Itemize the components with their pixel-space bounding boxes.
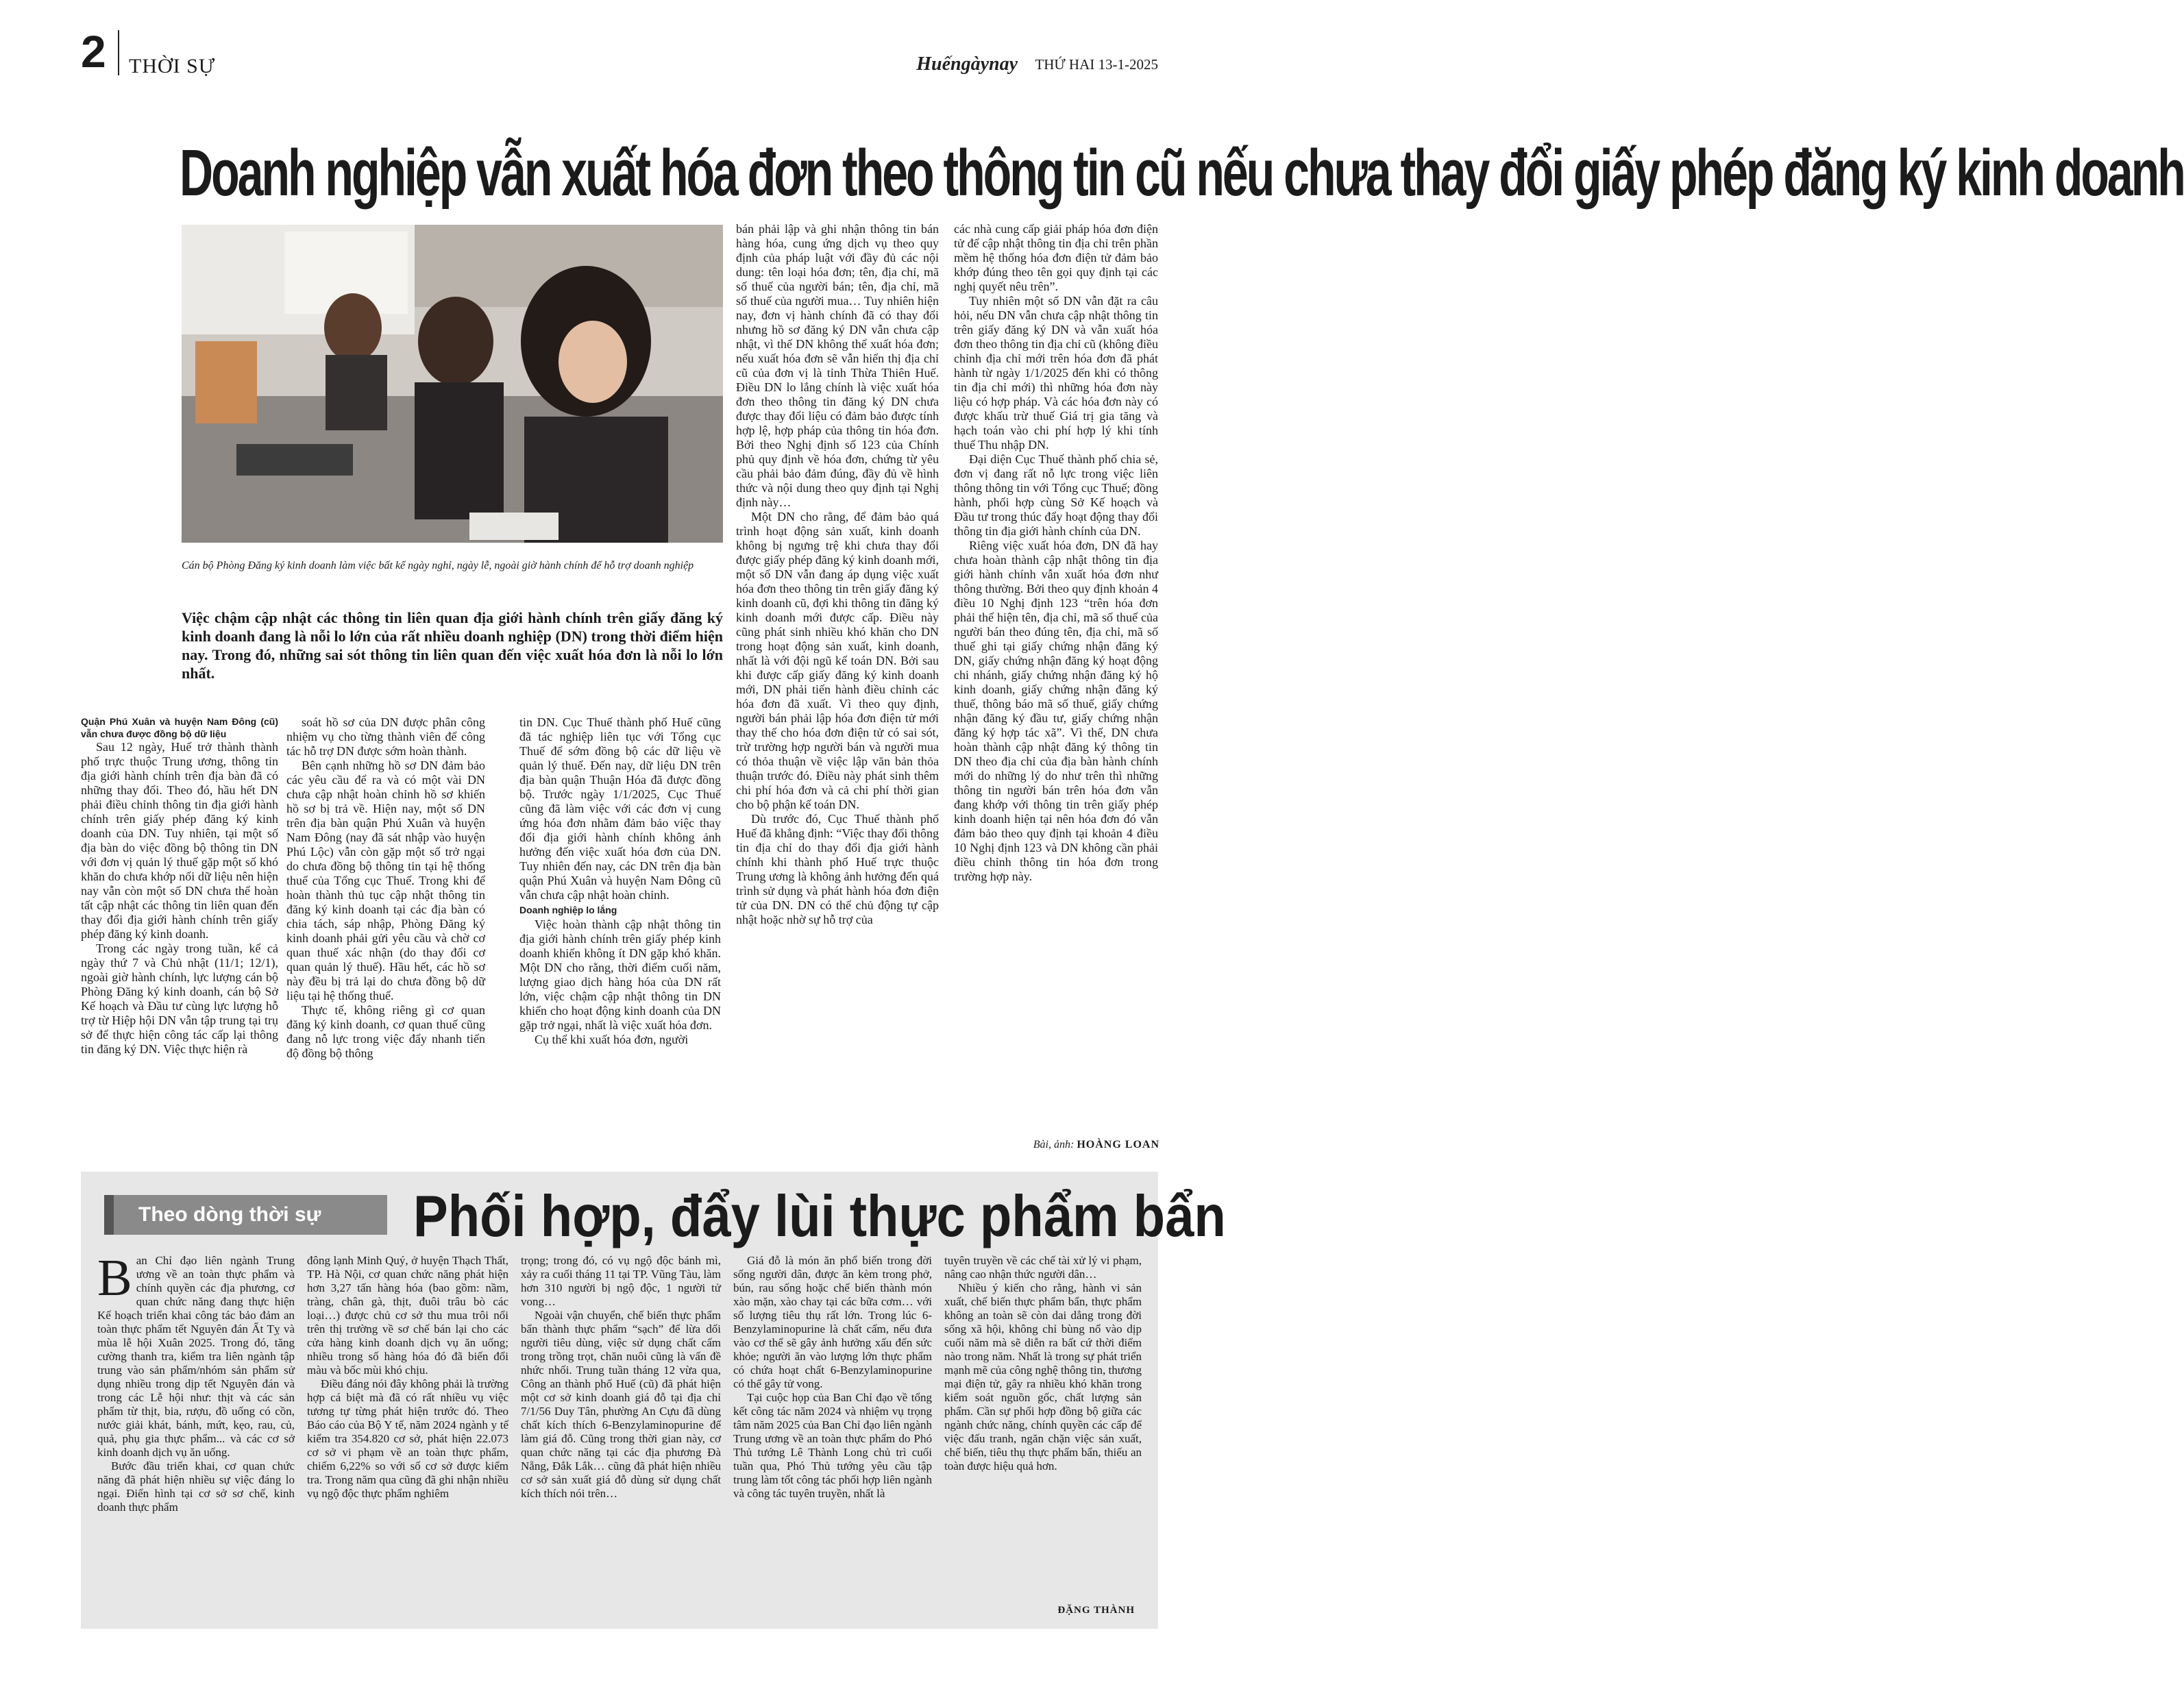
page-number: 2 bbox=[81, 26, 106, 77]
paragraph: Việc hoàn thành cập nhật thông tin địa giới hành chính trên giấy phép kinh doanh khiến không ít DN gặp khó khăn. Một DN cho rằng, thời điểm cuối năm, lượng giao dịch hàng hóa của DN rất lớn, việc chậm cập nhật thông tin DN khiến cho hoạt động kinh doanh của DN gặp trở ngại, nhất là việc xuất hóa đơn. bbox=[519, 917, 721, 1032]
article-column-4 bbox=[736, 222, 939, 1133]
paragraph: bán phải lập và ghi nhận thông tin bán hàng hóa, cung ứng dịch vụ theo quy định của pháp luật với đầy đủ các nội dung: tên loại hóa đơn; tên, địa chỉ, mã số thuế của người bán; tên, địa chỉ, mã số thuế của người mua… Tuy nhiên hiện nay, đơn vị hành chính đã có thay đổi nhưng hồ sơ đăng ký DN vẫn chưa cập nhật, vì thế DN không thể xuất hóa đơn; nếu xuất hóa đơn sẽ vẫn hiển thị địa chỉ cũ của đơn vị là tỉnh Thừa Thiên Huế. Điều DN lo lắng chính là việc xuất hóa đơn theo thông tin đăng ký DN chưa được thay đổi liệu có đảm bảo được tính hợp lệ, hợp pháp của thông tin hóa đơn. Bởi theo Nghị định số 123 của Chính phủ quy định về hóa đơn, chứng từ yêu cầu phải bảo đảm đúng, đầy đủ về hình thức và nội dung theo quy định tại Nghị định này… bbox=[736, 222, 939, 509]
article-headline: Doanh nghiệp vẫn xuất hóa đơn theo thông tin cũ nếu chưa thay đổi giấy phép đăng ký kinh doanh bbox=[180, 136, 2184, 210]
byline-name: HOÀNG LOAN bbox=[1077, 1139, 1160, 1150]
paragraph: đông lạnh Minh Quý, ở huyện Thạch Thất, TP. Hà Nội, cơ quan chức năng phát hiện hơn 3,27 tấn hàng hóa (bao gồm: nầm, tràng, chân gà, thịt, đuôi trâu bò các loại…) được chủ cơ sở thu mua trôi nổi trên thị trường về sơ chế bán lại cho các cửa hàng kinh doanh dịch vụ ăn uống; nhiều trong số hàng hóa đó đã biến đổi màu và bốc mùi khó chịu. bbox=[307, 1254, 508, 1377]
box-kicker: Theo dòng thời sự bbox=[104, 1195, 387, 1235]
paragraph: tin DN. Cục Thuế thành phố Huế cũng đã tác nghiệp liên tục với Tổng cục Thuế để sớm đồng bộ các dữ liệu về quản lý thuế. Đến nay, dữ liệu DN trên địa bàn quận Thuận Hóa đã được đồng bộ. Trước ngày 1/1/2025, Cục Thuế cũng đã làm việc với các đơn vị cung ứng hóa đơn nhằm đảm bảo việc thay đổi địa giới hành chính không ảnh hưởng đến việc xuất hóa đơn của DN. Tuy nhiên đến nay, các DN trên địa bàn quận Phú Xuân và huyện Nam Đông cũ vẫn chưa cập nhật hoàn chỉnh. bbox=[519, 715, 721, 902]
dropcap: B bbox=[97, 1249, 132, 1307]
paragraph: Cụ thể khi xuất hóa đơn, người bbox=[535, 1033, 689, 1046]
paragraph: soát hồ sơ của DN được phân công nhiệm vụ cho từng thành viên để công tác hỗ trợ DN được sớm hoàn thành. bbox=[286, 715, 485, 758]
section-name: THỜI SỰ bbox=[129, 55, 216, 77]
paper-name: Huếngàynay bbox=[916, 53, 1018, 75]
paragraph: Một DN cho rằng, để đảm bảo quá trình hoạt động sản xuất, kinh doanh không bị ngưng trệ khi chưa thay đổi được giấy phép đăng ký kinh doanh mới, một số DN vẫn đang áp dụng việc xuất hóa đơn theo thông tin trên giấy đăng ký kinh doanh cũ, đợi khi thông tin đăng ký kinh doanh mới được cấp. Điều này cũng phát sinh nhiều khó khăn cho DN trong hoạt động sản xuất, kinh doanh, nhất là với đội ngũ kế toán DN. Bởi sau khi được cấp giấy đăng ký kinh doanh mới, DN phải tiến hành điều chỉnh các hóa đơn đã xuất. Vì theo quy định, người bán phải lập hóa đơn điện tử mới thay thế cho hóa đơn điện tử có sai sót, trừ trường hợp người bán và người mua có thỏa thuận về việc lập văn bản thỏa thuận trước đó. Điều này phát sinh thêm chi phí hóa đơn và cả chi phí thời gian cho bộ phận kế toán DN. bbox=[736, 510, 939, 811]
box-column-4 bbox=[733, 1254, 932, 1597]
paragraph: Đại diện Cục Thuế thành phố chia sẻ, đơn vị đang rất nỗ lực trong việc liên thông thông tin với Tổng cục Thuế; đồng hành, phối hợp cùng Sở Kế hoạch và Đầu tư trong thúc đẩy hoạt động thay đổi thông tin địa giới hành chính của DN. bbox=[954, 452, 1158, 538]
paragraph: Tuy nhiên một số DN vẫn đặt ra câu hỏi, nếu DN vẫn chưa cập nhật thông tin trên giấy đăng ký DN và vẫn xuất hóa đơn theo thông tin địa chỉ cũ (không điều chỉnh địa chỉ mới trên hóa đơn đã phát hành từ ngày 1/1/2025 đến khi có thông tin địa chỉ mới) thì những hóa đơn này liệu có hợp pháp. Và các hóa đơn này có được khấu trừ thuế Giá trị gia tăng và hạch toán vào chi phí hợp lý khi tính thuế Thu nhập DN. bbox=[954, 294, 1158, 452]
subheading: Quận Phú Xuân và huyện Nam Đông (cũ) vẫn chưa được đồng bộ dữ liệu bbox=[81, 716, 278, 739]
byline-prefix: Bài, ảnh: bbox=[1033, 1139, 1075, 1150]
page-header bbox=[81, 25, 1158, 82]
header-divider bbox=[118, 30, 119, 75]
box-column-3 bbox=[521, 1254, 721, 1597]
box-title: Phối hợp, đẩy lùi thực phẩm bẩn bbox=[413, 1183, 1226, 1249]
paragraph: Trong các ngày trong tuần, kể cả ngày thứ 7 và Chủ nhật (11/1; 12/1), ngoài giờ hành chính, lực lượng cán bộ Phòng Đăng ký kinh doanh, cán bộ Sở Kế hoạch và Đầu tư cùng lực lượng hỗ trợ từ Hiệp hội DN vẫn tập trung tại trụ sở để thực hiện công tác cấp lại thông tin đăng ký DN. Việc thực hiện rà bbox=[81, 941, 278, 1056]
article-lead: Việc chậm cập nhật các thông tin liên quan địa giới hành chính trên giấy đăng ký kinh doanh đang là nỗi lo lớn của rất nhiều doanh nghiệp (DN) trong thời điểm hiện nay. Trong đó, những sai sót thông tin liên quan đến việc xuất hóa đơn là nỗi lo lớn nhất. bbox=[182, 609, 723, 682]
article-column-1 bbox=[81, 715, 278, 1133]
article-column-5 bbox=[954, 222, 1158, 1133]
paragraph: Riêng việc xuất hóa đơn, DN đã hay chưa hoàn thành cập nhật thông tin địa giới hành chính vẫn xuất hóa đơn như thông thường. Bởi theo quy định khoản 4 điều 10 Nghị định 123 “trên hóa đơn phải thể hiện tên, địa chỉ, mã số thuế của người bán theo đúng tên, địa chỉ, mã số thuế ghi tại giấy chứng nhận đăng ký DN, giấy chứng nhận đăng ký hoạt động chi nhánh, giấy chứng nhận đăng ký hộ kinh doanh, giấy chứng nhận đăng ký thuế, thông báo mã số thuế, giấy chứng nhận đăng ký đầu tư, giấy chứng nhận đăng ký hợp tác xã”. Vì thế, DN chưa hoàn thành cập nhật đăng ký thông tin DN theo địa chỉ của địa bàn hành chính mới do những lý do như trên thì những thông tin người bán trên hóa đơn vẫn đang khớp với thông tin trên giấy phép kinh doanh hiện tại nên hóa đơn đó vẫn đảm bảo theo quy định tại khoản 4 điều 10 Nghị định 123 và DN không cần phải điều chỉnh thông tin hóa đơn trong trường hợp này. bbox=[954, 539, 1158, 883]
paragraph: Điều đáng nói đây không phải là trường hợp cá biệt mà đã có rất nhiều vụ việc tương tự từng phát hiện trước đó. Theo Báo cáo của Bộ Y tế, năm 2024 ngành y tế kiểm tra 354.820 cơ sở, phát hiện 22.073 cơ sở vi phạm về an toàn thực phẩm, chiếm 6,22% so với số cơ sở được kiểm tra. Trong năm qua cũng đã ghi nhận nhiều vụ ngộ độc thực phẩm nghiêm bbox=[307, 1377, 508, 1500]
subheading: Doanh nghiệp lo lắng bbox=[519, 904, 617, 915]
article-byline bbox=[1033, 1139, 1160, 1151]
paragraph: Nhiều ý kiến cho rằng, hành vi sản xuất, chế biến thực phẩm bẩn, thực phẩm không an toàn sẽ còn dai dẳng trong đời sống xã hội, không chỉ bùng nổ vào dịp cuối năm mà sẽ diễn ra bất cứ thời điểm nào trong năm. Nhất là trong sự phát triển mạnh mẽ của công nghệ thông tin, thương mại điện tử, gây ra nhiều khó khăn trong kiểm soát nguồn gốc, chất lượng sản phẩm. Cần sự phối hợp đồng bộ giữa các ngành chức năng, chính quyền các cấp để việc đấu tranh, ngăn chặn việc sản xuất, chế biến, tiêu thụ thực phẩm bẩn, thiếu an toàn được hiệu quả hơn. bbox=[944, 1281, 1142, 1473]
box-column-5 bbox=[944, 1254, 1142, 1597]
paragraph: Giá đỗ là món ăn phổ biến trong đời sống người dân, được ăn kèm trong phở, bún, rau sống hoặc chế biến thành món xào mặn, xào chay tại các bữa cơm… với số lượng tiêu thụ rất lớn. Trong lúc 6-Benzylaminopurine là chất cấm, nếu đưa vào cơ thể sẽ gây ảnh hưởng xấu đến sức khỏe; người ăn vào lượng lớn thực phẩm có chứa hoạt chất 6-Benzylaminopurine có thể gây tử vong. bbox=[733, 1254, 932, 1390]
box-byline: ĐẶNG THÀNH bbox=[1057, 1605, 1135, 1616]
paragraph: Bước đầu triển khai, cơ quan chức năng đã phát hiện nhiều sự việc đáng lo ngại. Điển hình tại cơ sở sơ chế, kinh doanh thực phẩm bbox=[97, 1459, 295, 1514]
paragraph: Tại cuộc họp của Ban Chỉ đạo về tổng kết công tác năm 2024 và nhiệm vụ trọng tâm năm 2025 của Ban Chỉ đạo liên ngành Trung ương về an toàn thực phẩm do Phó Thủ tướng Lê Thành Long chủ trì cuối tuần qua, Phó Thủ tướng yêu cầu tập trung làm tốt công tác phối hợp liên ngành và công tác tuyên truyền, nhất là bbox=[733, 1391, 932, 1500]
paragraph: Ngoài vận chuyển, chế biến thực phẩm bẩn thành thực phẩm “sạch” để lừa dối người tiêu dùng, việc sử dụng chất cấm trong trồng trọt, chăn nuôi cũng là vấn đề nhức nhối. Trung tuần tháng 12 vừa qua, Công an thành phố Huế (cũ) đã phát hiện một cơ sở kinh doanh giá đỗ tại địa chỉ 7/1/56 Duy Tân, phường An Cựu đã dùng chất kích thích 6-Benzylaminopurine để làm giá đỗ. Cũng trong thời gian này, cơ quan chức năng tại các địa phương Đà Nẵng, Đắk Lắk… cũng đã phát hiện nhiều cơ sở sản xuất giá đỗ dùng sử dụng chất kích thích nói trên… bbox=[521, 1309, 721, 1500]
paragraph: tuyên truyền về các chế tài xử lý vi phạm, nâng cao nhận thức người dân… bbox=[944, 1254, 1142, 1281]
article-column-2 bbox=[286, 715, 485, 1133]
issue-date: THỨ HAI 13-1-2025 bbox=[1035, 56, 1158, 73]
paragraph: an Chỉ đạo liên ngành Trung ương về an toàn thực phẩm và chính quyền các địa phương, cơ quan chức năng đang thực hiện Kế hoạch triển khai công tác bảo đảm an toàn thực phẩm tết Nguyên đán Ất Tỵ và mùa lễ hội Xuân 2025. Trong đó, tăng cường thanh tra, kiểm tra liên ngành tập trung vào sản phẩm/nhóm sản phẩm sử dụng nhiều trong dịp tết Nguyên đán và trong các Lễ hội như: thịt và các sản phẩm từ thịt, bia, rượu, đồ uống có cồn, nước giải khát, bánh, mứt, kẹo, rau, củ, quả, phụ gia thực phẩm... và các cơ sở kinh doanh dịch vụ ăn uống. bbox=[97, 1254, 295, 1459]
photo-caption: Cán bộ Phòng Đăng ký kinh doanh làm việc bất kể ngày nghỉ, ngày lễ, ngoài giờ hành chính để hỗ trợ doanh nghiệp bbox=[182, 560, 694, 571]
article-column-3 bbox=[519, 715, 721, 1133]
paragraph: Bên cạnh những hồ sơ DN đảm bảo các yêu cầu để ra và có một vài DN chưa cập nhật hoàn chỉnh hồ sơ khiến hồ sơ bị trả về. Hiện nay, một số DN trên địa bàn quận Phú Xuân và huyện Nam Đông (nay đã sát nhập vào huyện Phú Lộc) vẫn còn gặp một số trở ngại do chưa đồng bộ thông tin tại hệ thống thuế của Tổng cục Thuế. Trong khi để hoàn thành thủ tục cập nhật thông tin đăng ký kinh doanh tại các địa bàn có chia tách, sáp nhập, Phòng Đăng ký kinh doanh phải gửi yêu cầu và chờ cơ quan thuế xác nhận (do thay đổi cơ quan quản lý thuế). Hầu hết, các hồ sơ này đều bị trả lại do chưa đồng bộ dữ liệu tại hệ thống thuế. bbox=[286, 759, 485, 1002]
box-column-1 bbox=[97, 1249, 295, 1597]
opinion-box bbox=[81, 1172, 1226, 1629]
box-column-2 bbox=[307, 1254, 508, 1597]
paragraph: Sau 12 ngày, Huế trở thành thành phố trực thuộc Trung ương, thông tin địa giới hành chính trên địa bàn đã có những thay đổi. Theo đó, hầu hết DN phải điều chỉnh thông tin địa giới hành chính trên giấy phép đăng ký kinh doanh của DN. Tuy nhiên, tại một số địa bàn do việc đồng bộ thông tin DN với đơn vị quản lý thuế gặp một số khó khăn do chưa khớp nối dữ liệu nên hiện nay vẫn còn một số DN chưa thể hoàn tất cập nhật các thông tin liên quan đến thay đổi địa giới hành chính trên giấy phép đăng ký kinh doanh. bbox=[81, 740, 278, 941]
paragraph: trọng; trong đó, có vụ ngộ độc bánh mì, xảy ra cuối tháng 11 tại TP. Vũng Tàu, làm hơn 310 người bị ngộ độc, 1 người tử vong… bbox=[521, 1254, 721, 1308]
paragraph: Dù trước đó, Cục Thuế thành phố Huế đã khẳng định: “Việc thay đổi thông tin địa chỉ do thay đổi địa giới hành chính khi thành phố Huế trực thuộc Trung ương là không ảnh hưởng đến quá trình sử dụng và phát hành hóa đơn điện tử của DN. DN có thể chủ động tự cập nhật hoặc nhờ sự hỗ trợ của bbox=[736, 812, 939, 926]
article-photo bbox=[182, 225, 723, 543]
paragraph: Thực tế, không riêng gì cơ quan đăng ký kinh doanh, cơ quan thuế cũng đang nỗ lực trong việc đẩy nhanh tiến độ đồng bộ thông bbox=[286, 1003, 485, 1060]
paragraph: các nhà cung cấp giải pháp hóa đơn điện tử để cập nhật thông tin địa chỉ trên phần mềm hệ thống hóa đơn điện tử đảm bảo khớp đúng theo tên gọi quy định tại các nghị quyết nêu trên”. bbox=[954, 222, 1158, 293]
